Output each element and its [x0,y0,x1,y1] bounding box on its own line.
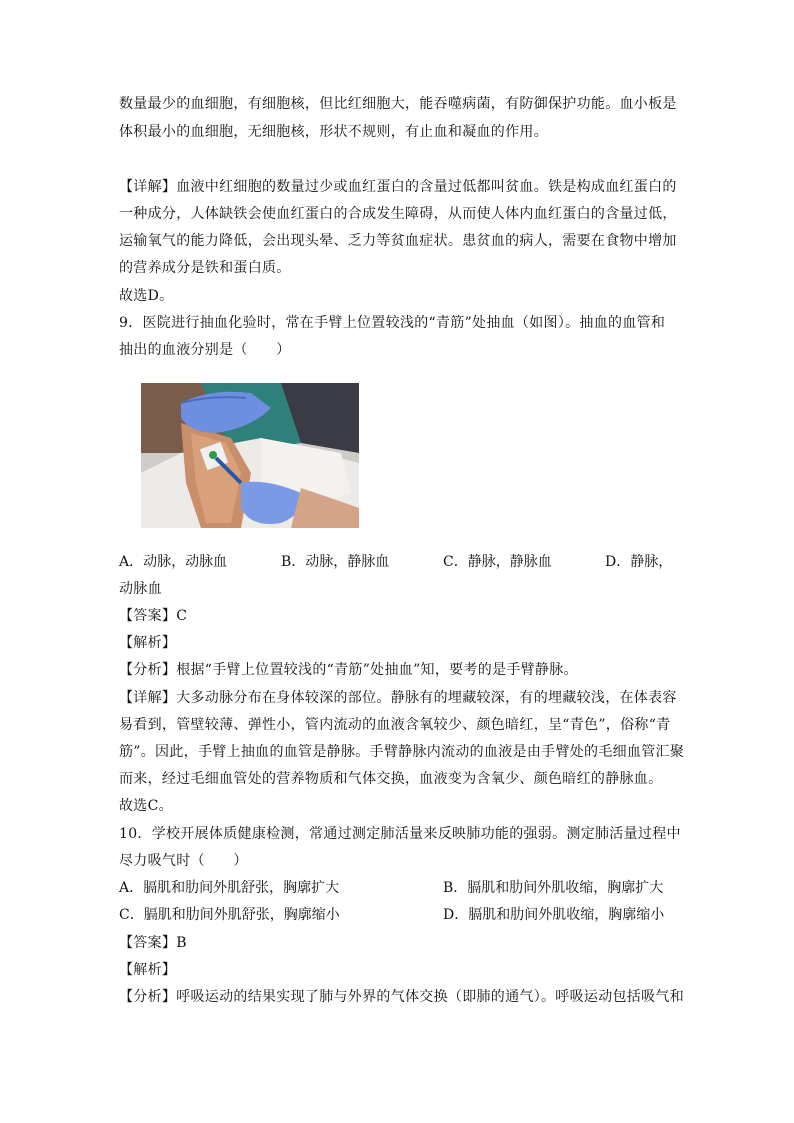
answer-label: 【答案】C [119,608,188,624]
question-10-stem: 尽力吸气时（ ） [119,853,248,869]
question-9-stem: 9．医院进行抽血化验时，常在手臂上位置较浅的“青筋”处抽血（如图）。抽血的血管和 [119,315,666,331]
blood-draw-photo [141,383,359,528]
analysis-paragraph-line: 【分析】根据“手臂上位置较浅的“青筋”处抽血”知，要考的是手臂静脉。 [119,662,578,678]
text-line: 数量最少的血细胞，有细胞核，但比红细胞大，能吞噬病菌，有防御保护功能。血小板是 [119,96,677,112]
text-line: 体积最小的血细胞，无细胞核，形状不规则，有止血和凝血的作用。 [119,124,548,140]
detail-paragraph-line: 【详解】大多动脉分布在身体较深的部位。静脉有的埋藏较深，有的埋藏较浅，在体表容 [119,690,677,706]
answer-choice-line: 故选C。 [119,798,173,814]
q10-option-b: B．膈肌和肋间外肌收缩，胸廓扩大 [443,880,664,896]
answer-choice-line: 故选D。 [119,288,174,304]
question-10-stem: 10．学校开展体质健康检测，常通过测定肺活量来反映肺功能的强弱。测定肺活量过程中 [119,826,681,842]
answer-label: 【答案】B [119,935,187,951]
q9-option-b: B．动脉，静脉血 [281,554,390,570]
text-line: 运输氧气的能力降低，会出现头晕、乏力等贫血症状。患贫血的病人，需要在食物中增加 [119,233,677,249]
q9-option-c: C．静脉，静脉血 [443,554,552,570]
analysis-label: 【解析】 [119,635,177,651]
q10-option-d: D．膈肌和肋间外肌收缩，胸廓缩小 [443,907,665,923]
text-line: 而来，经过毛细血管处的营养物质和气体交换，血液变为含氧少、颜色暗红的静脉血。 [119,771,663,787]
text-line: 的营养成分是铁和蛋白质。 [119,260,291,276]
q10-option-a: A．膈肌和肋间外肌舒张，胸廓扩大 [119,880,340,896]
q9-option-d: D．静脉， [605,554,673,570]
analysis-label: 【解析】 [119,962,177,978]
q9-option-d-continued: 动脉血 [119,581,162,597]
q9-option-a: A．动脉，动脉血 [119,554,228,570]
text-line: 易看到，管壁较薄、弹性小，管内流动的血液含氧较少、颜色暗红，呈“青色”，俗称“青 [119,717,671,733]
detail-paragraph-line: 【详解】血液中红细胞的数量过少或血红蛋白的含量过低都叫贫血。铁是构成血红蛋白的 [119,179,677,195]
text-line: 筋”。因此，手臂上抽血的血管是静脉。手臂静脉内流动的血液是由手臂处的毛细血管汇聚 [119,744,685,760]
analysis-paragraph-line: 【分析】呼吸运动的结果实现了肺与外界的气体交换（即肺的通气）。呼吸运动包括吸气和 [119,989,684,1005]
question-9-stem: 抽出的血液分别是（ ） [119,342,291,358]
q10-option-c: C．膈肌和肋间外肌舒张，胸廓缩小 [119,907,340,923]
text-line: 一种成分，人体缺铁会使血红蛋白的合成发生障碍，从而使人体内血红蛋白的含量过低， [119,206,677,222]
